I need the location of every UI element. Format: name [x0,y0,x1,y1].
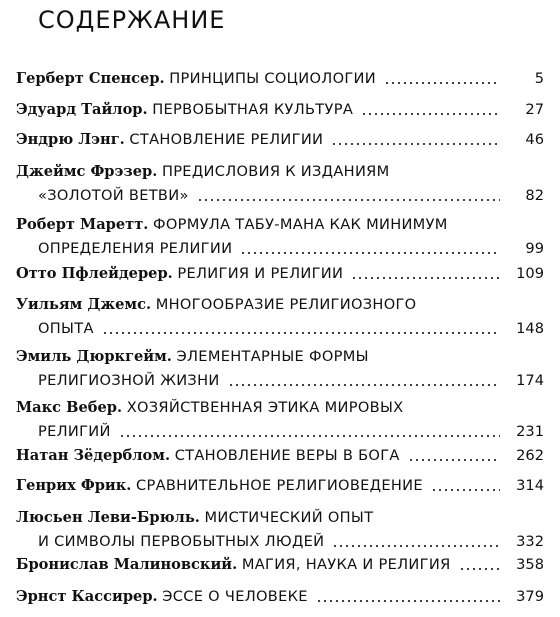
page-number: 5 [534,70,544,87]
entry-author: Джеймс Фрэзер. [16,163,158,180]
toc-line [16,160,544,184]
entry-author: Эмиль Дюркгейм. [16,348,172,365]
toc-entry[interactable] [16,128,544,152]
dot-leader [228,384,500,386]
page-number: 262 [516,447,544,464]
entry-author: Отто Пфлейдерер. [16,265,173,282]
toc-entry[interactable] [16,585,544,609]
toc-line [16,67,544,91]
toc-line [16,553,544,577]
entry-title: ПРИНЦИПЫ СОЦИОЛОГИИ [169,70,376,87]
entry-author: Эрнст Кассирер. [16,588,158,605]
toc-entry[interactable] [16,67,544,91]
entry-title: ОПЫТА [38,320,94,337]
dot-leader [316,600,500,602]
entry-title: ЭССЕ О ЧЕЛОВЕКЕ [162,588,308,605]
toc-entry[interactable] [16,98,544,122]
entry-title: СРАВНИТЕЛЬНОЕ РЕЛИГИОВЕДЕНИЕ [136,477,423,494]
page-number: 27 [525,101,544,118]
dot-leader [331,143,500,145]
toc-line [16,444,544,468]
entry-title: И СИМВОЛЫ ПЕРВОБЫТНЫХ ЛЮДЕЙ [38,533,325,550]
page-number: 99 [525,240,544,257]
toc-line [16,420,544,444]
page-number: 109 [516,265,544,282]
dot-leader [384,82,500,84]
dot-leader [351,277,500,279]
toc-line [16,585,544,609]
entry-author: Генрих Фрик. [16,477,132,494]
toc-line [16,237,544,261]
toc-entry[interactable] [16,160,544,208]
page-number: 82 [525,187,544,204]
toc-entry[interactable] [16,213,544,261]
toc-entry[interactable] [16,293,544,341]
entry-title: РЕЛИГИОЗНОЙ ЖИЗНИ [38,372,220,389]
page-number: 148 [516,320,544,337]
entry-author: Эндрю Лэнг. [16,131,125,148]
entry-title: ЭЛЕМЕНТАРНЫЕ ФОРМЫ [176,348,369,365]
page-number: 46 [525,131,544,148]
entry-author: Люсьен Леви-Брюль. [16,509,200,526]
toc-line [16,369,544,393]
entry-author: Герберт Спенсер. [16,70,165,87]
toc-line [16,128,544,152]
toc-entry[interactable] [16,396,544,444]
toc-line [16,317,544,341]
toc-line [16,98,544,122]
entry-author: Бронислав Малиновский. [16,556,238,573]
entry-title: МИСТИЧЕСКИЙ ОПЫТ [204,509,374,526]
page-number: 174 [516,372,544,389]
page-number: 379 [516,588,544,605]
dot-leader [361,113,500,115]
entry-author: Уильям Джемс. [16,296,152,313]
dot-leader [459,568,500,570]
toc-line [16,262,544,286]
page-title: СОДЕРЖАНИЕ [38,6,226,34]
entry-title: ФОРМУЛА ТАБУ-МАНА КАК МИНИМУМ [152,216,448,233]
page-number: 358 [516,556,544,573]
entry-title: ПРЕДИСЛОВИЯ К ИЗДАНИЯМ [161,163,390,180]
page-number: 314 [516,477,544,494]
toc-line [16,506,544,530]
entry-title: СТАНОВЛЕНИЕ ВЕРЫ В БОГА [174,447,400,464]
entry-title: ХОЗЯЙСТВЕННАЯ ЭТИКА МИРОВЫХ [126,399,404,416]
dot-leader [332,545,500,547]
entry-title: ПЕРВОБЫТНАЯ КУЛЬТУРА [152,101,354,118]
toc-entry[interactable] [16,474,544,498]
entry-title: МНОГООБРАЗИЕ РЕЛИГИОЗНОГО [155,296,417,313]
page-number: 332 [516,533,544,550]
dot-leader [408,459,500,461]
toc-line [16,474,544,498]
entry-title: ОПРЕДЕЛЕНИЯ РЕЛИГИИ [38,240,233,257]
entry-title: «ЗОЛОТОЙ ВЕТВИ» [38,187,189,204]
page-number: 231 [516,423,544,440]
entry-title: МАГИЯ, НАУКА И РЕЛИГИЯ [241,556,451,573]
entry-author: Макс Вебер. [16,399,123,416]
toc-line [16,396,544,420]
toc-entry[interactable] [16,553,544,577]
toc-line [16,293,544,317]
toc-entry[interactable] [16,262,544,286]
toc-entry[interactable] [16,444,544,468]
toc-line [16,345,544,369]
entry-title: РЕЛИГИЯ И РЕЛИГИИ [177,265,344,282]
dot-leader [102,332,500,334]
toc-line [16,184,544,208]
entry-author: Эдуард Тайлор. [16,101,148,118]
entry-author: Натан Зёдерблом. [16,447,171,464]
toc-entry[interactable] [16,345,544,393]
entry-title: СТАНОВЛЕНИЕ РЕЛИГИИ [129,131,324,148]
dot-leader [119,435,500,437]
dot-leader [431,489,500,491]
dot-leader [197,199,500,201]
dot-leader [240,252,500,254]
toc-line [16,530,544,554]
toc-entry[interactable] [16,506,544,554]
entry-author: Роберт Маретт. [16,216,149,233]
entry-title: РЕЛИГИЙ [38,423,111,440]
toc-line [16,213,544,237]
